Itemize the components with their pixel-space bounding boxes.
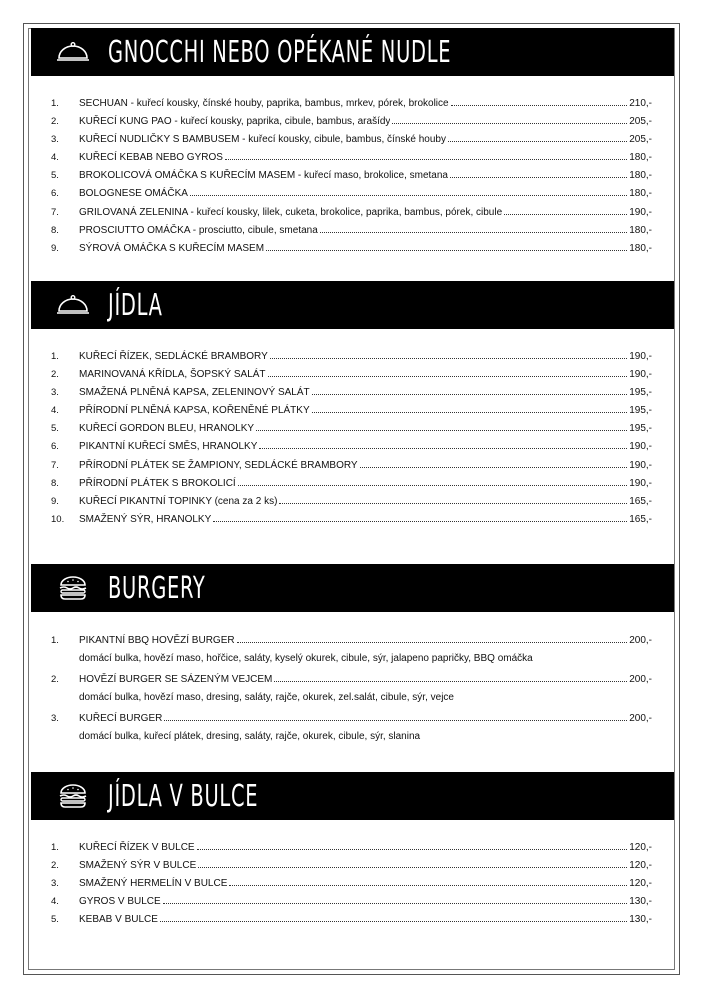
menu-item	[51, 222, 652, 240]
menu-item	[51, 185, 652, 203]
menu-item-price: 165,-	[629, 513, 652, 525]
menu-item-price: 180,-	[629, 188, 652, 200]
dot-leader	[320, 232, 627, 233]
dot-leader	[229, 885, 627, 886]
menu-item-name: BOLOGNESE OMÁČKA	[79, 188, 188, 200]
menu-item-price: 205,-	[629, 116, 652, 128]
menu-item	[51, 893, 652, 911]
menu-item-name: PŘÍRODNÍ PLNĚNÁ KAPSA, KOŘENĚNÉ PLÁTKY	[79, 405, 310, 417]
menu-item-price: 180,-	[629, 224, 652, 236]
menu-item	[51, 493, 652, 511]
menu-item-price: 120,-	[629, 878, 652, 890]
menu-item-name: KUŘECÍ NUDLIČKY S BAMBUSEM - kuřecí kousky, cibule, bambus, čínské houby	[79, 134, 446, 146]
menu-item-number: 1.	[51, 351, 59, 362]
dot-leader	[312, 412, 628, 413]
menu-item-number: 5.	[51, 914, 59, 926]
dot-leader	[198, 867, 627, 868]
menu-item-number: 1.	[51, 635, 59, 646]
dot-leader	[451, 105, 628, 106]
menu-item-price: 190,-	[629, 477, 652, 489]
cloche-icon	[56, 292, 90, 318]
menu-item	[51, 366, 652, 384]
menu-list	[31, 95, 674, 258]
menu-item-name: SMAŽENÝ SÝR, HRANOLKY	[79, 513, 212, 525]
dot-leader	[238, 485, 627, 486]
menu-item-description: domácí bulka, hovězí maso, dresing, saláty, rajče, okurek, zel.salát, cibule, sýr, vejce	[79, 692, 454, 703]
section-banner	[31, 281, 674, 329]
menu-item	[51, 131, 652, 149]
menu-item-price: 180,-	[629, 152, 652, 164]
menu-item-name: GRILOVANÁ ZELENINA - kuřecí kousky, lilek, cuketa, brokolice, paprika, bambus, pórek, cibule	[79, 206, 503, 218]
dot-leader	[256, 430, 627, 431]
menu-item-number: 3.	[51, 387, 59, 399]
section-burgery	[31, 564, 674, 748]
section-banner	[31, 564, 674, 612]
menu-item-price: 200,-	[629, 674, 652, 685]
dot-leader	[312, 394, 628, 395]
menu-item-number: 4.	[51, 405, 59, 417]
dot-leader	[190, 195, 627, 196]
dot-leader	[266, 250, 627, 251]
menu-item-price: 130,-	[629, 914, 652, 926]
menu-item-number: 3.	[51, 878, 59, 890]
section-gnocchi	[31, 28, 674, 258]
menu-item	[51, 511, 652, 529]
menu-item-name: KUŘECÍ BURGER	[79, 713, 163, 724]
dot-leader	[268, 376, 628, 377]
menu-item-price: 195,-	[629, 423, 652, 435]
dot-leader	[237, 642, 628, 643]
menu-item-name: KUŘECÍ GORDON BLEU, HRANOLKY	[79, 423, 255, 435]
menu-item-number: 4.	[51, 896, 59, 908]
menu-item-price: 195,-	[629, 387, 652, 399]
menu-item-number: 2.	[51, 116, 59, 128]
section-jidla	[31, 281, 674, 529]
menu-item-number: 3.	[51, 134, 59, 146]
menu-item	[51, 457, 652, 475]
dot-leader	[504, 214, 627, 215]
menu-item	[51, 348, 652, 366]
menu-item-price: 195,-	[629, 405, 652, 417]
menu-item-name: PIKANTNÍ KUŘECÍ SMĚS, HRANOLKY	[79, 441, 258, 453]
menu-item-number: 7.	[51, 459, 59, 471]
menu-item-price: 130,-	[629, 896, 652, 908]
menu-item-name: KUŘECÍ KUNG PAO - kuřecí kousky, paprika, cibule, bambus, arašídy	[79, 116, 391, 128]
menu-item-price: 190,-	[629, 369, 652, 381]
dot-leader	[197, 849, 628, 850]
menu-item-name: KEBAB V BULCE	[79, 914, 158, 926]
menu-item-number: 1.	[51, 98, 59, 109]
menu-item	[51, 420, 652, 438]
section-title: JÍDLA V BULCE	[108, 778, 259, 814]
menu-list	[31, 631, 674, 748]
menu-item-price: 190,-	[629, 351, 652, 362]
menu-item-description: domácí bulka, hovězí maso, hořčice, saláty, kyselý okurek, cibule, sýr, jalapeno papričky, BBQ omáčka	[79, 653, 533, 664]
menu-item	[51, 857, 652, 875]
menu-item-name: SÝROVÁ OMÁČKA S KUŘECÍM MASEM	[79, 242, 265, 254]
section-title: JÍDLA	[108, 287, 163, 323]
menu-item-name: SMAŽENÝ SÝR V BULCE	[79, 860, 197, 872]
dot-leader	[225, 159, 627, 160]
menu-item	[51, 911, 652, 929]
section-banner	[31, 28, 674, 76]
section-jidla-v-bulce	[31, 772, 674, 929]
menu-item-name: KUŘECÍ ŘÍZEK V BULCE	[79, 842, 195, 853]
menu-item-price: 120,-	[629, 842, 652, 853]
menu-item-number: 5.	[51, 423, 59, 435]
section-title: GNOCCHI NEBO OPÉKANÉ NUDLE	[108, 34, 452, 70]
menu-item-price: 190,-	[629, 441, 652, 453]
dot-leader	[392, 123, 627, 124]
menu-item	[51, 95, 652, 113]
dot-leader	[213, 521, 627, 522]
menu-item-price: 165,-	[629, 495, 652, 507]
menu-item	[51, 670, 652, 689]
menu-item	[51, 402, 652, 420]
menu-item-name: KUŘECÍ PIKANTNÍ TOPINKY (cena za 2 ks)	[79, 495, 278, 507]
dot-leader	[164, 720, 627, 721]
menu-item-price: 200,-	[629, 635, 652, 646]
menu-item	[51, 839, 652, 857]
menu-item	[51, 631, 652, 650]
menu-item-name: BROKOLICOVÁ OMÁČKA S KUŘECÍM MASEM - kuřecí maso, brokolice, smetana	[79, 170, 448, 182]
dot-leader	[160, 921, 627, 922]
menu-item	[51, 438, 652, 456]
menu-item	[51, 384, 652, 402]
section-banner	[31, 772, 674, 820]
menu-item-number: 6.	[51, 441, 59, 453]
menu-item-price: 200,-	[629, 713, 652, 724]
menu-item-number: 5.	[51, 170, 59, 182]
dot-leader	[274, 681, 627, 682]
menu-item-number: 9.	[51, 242, 59, 254]
menu-item-name: HOVĚZÍ BURGER SE SÁZENÝM VEJCEM	[79, 674, 273, 685]
menu-item-price: 180,-	[629, 170, 652, 182]
menu-item-price: 190,-	[629, 206, 652, 218]
menu-item-number: 3.	[51, 713, 59, 724]
menu-list	[31, 348, 674, 529]
menu-item-number: 7.	[51, 206, 59, 218]
menu-item	[51, 204, 652, 222]
menu-item	[51, 167, 652, 185]
menu-item-number: 8.	[51, 477, 59, 489]
menu-item-name: PŘÍRODNÍ PLÁTEK SE ŽAMPIONY, SEDLÁCKÉ BRAMBORY	[79, 459, 358, 471]
menu-item-number: 2.	[51, 860, 59, 872]
dot-leader	[450, 177, 627, 178]
menu-item-number: 6.	[51, 188, 59, 200]
menu-item-number: 8.	[51, 224, 59, 236]
menu-item-price: 120,-	[629, 860, 652, 872]
menu-item-number: 10.	[51, 513, 65, 525]
menu-list	[31, 839, 674, 929]
menu-item-name: SMAŽENÝ HERMELÍN V BULCE	[79, 878, 228, 890]
dot-leader	[259, 448, 627, 449]
dot-leader	[270, 358, 627, 359]
menu-item-description: domácí bulka, kuřecí plátek, dresing, saláty, rajče, okurek, cibule, sýr, slanina	[79, 731, 421, 742]
menu-item-name: SMAŽENÁ PLNĚNÁ KAPSA, ZELENINOVÝ SALÁT	[79, 387, 310, 399]
menu-item-name: SECHUAN - kuřecí kousky, čínské houby, paprika, bambus, mrkev, pórek, brokolice	[79, 98, 449, 109]
menu-item	[51, 149, 652, 167]
menu-item-name: GYROS V BULCE	[79, 896, 161, 908]
menu-item-number: 2.	[51, 369, 59, 381]
cloche-icon	[56, 39, 90, 65]
menu-item-name: PŘÍRODNÍ PLÁTEK S BROKOLICÍ	[79, 477, 236, 489]
menu-item-name: MARINOVANÁ KŘÍDLA, ŠOPSKÝ SALÁT	[79, 369, 266, 381]
menu-item-price: 190,-	[629, 459, 652, 471]
menu-item-name: PIKANTNÍ BBQ HOVĚZÍ BURGER	[79, 635, 235, 646]
menu-item	[51, 113, 652, 131]
menu-item-number: 4.	[51, 152, 59, 164]
menu-item-price: 180,-	[629, 242, 652, 254]
menu-item-name: KUŘECÍ ŘÍZEK, SEDLÁCKÉ BRAMBORY	[79, 351, 268, 362]
menu-item-name: PROSCIUTTO OMÁČKA - prosciutto, cibule, smetana	[79, 224, 318, 236]
menu-item	[51, 240, 652, 258]
dot-leader	[163, 903, 628, 904]
burger-icon	[56, 783, 90, 809]
section-title: BURGERY	[108, 570, 206, 606]
dot-leader	[360, 467, 628, 468]
menu-item	[51, 709, 652, 728]
burger-icon	[56, 575, 90, 601]
menu-item	[51, 875, 652, 893]
menu-item	[51, 475, 652, 493]
dot-leader	[279, 503, 627, 504]
menu-item-price: 205,-	[629, 134, 652, 146]
dot-leader	[448, 141, 627, 142]
menu-item-number: 1.	[51, 842, 59, 853]
menu-item-price: 210,-	[629, 98, 652, 109]
menu-item-name: KUŘECÍ KEBAB NEBO GYROS	[79, 152, 223, 164]
menu-item-number: 9.	[51, 495, 59, 507]
menu-item-number: 2.	[51, 674, 59, 685]
